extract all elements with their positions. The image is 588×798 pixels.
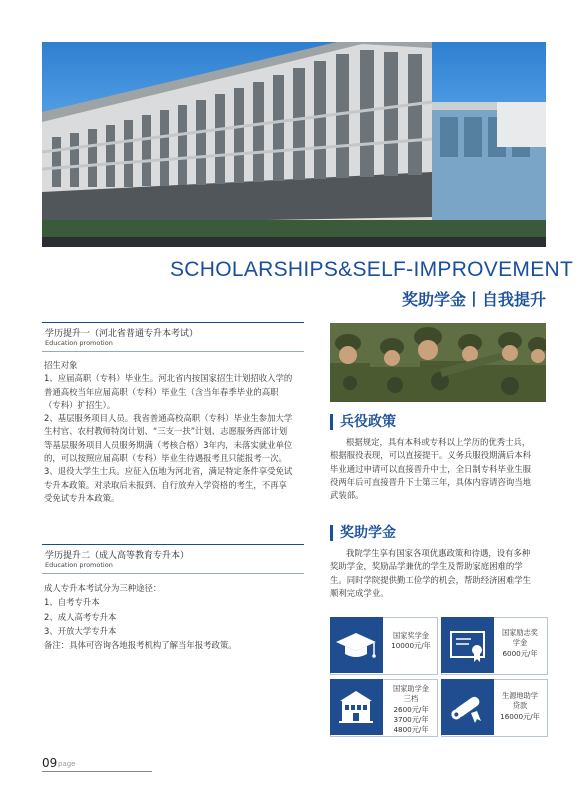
- section-title-chinese: 奖助学金丨自我提升: [401, 290, 546, 309]
- soldiers-photo: [330, 323, 546, 402]
- paragraph-line: 奖助学金，奖励品学兼优的学生及帮助家庭困难的学: [330, 561, 523, 572]
- card-line: 国家助学金: [393, 684, 429, 693]
- paragraph-line: 招生对象: [44, 360, 78, 370]
- campus-building-photo: [42, 42, 546, 247]
- paragraph-line: 生。同时学院提供勤工俭学的机会，帮助经济困难学生: [330, 574, 531, 585]
- card-line: 三档: [403, 694, 419, 704]
- card-line: 16000元/年: [500, 711, 540, 721]
- education-promotion-1-header: [42, 322, 304, 352]
- paragraph-line: 3、开放大学专升本: [44, 625, 117, 636]
- diploma-scroll-icon: [441, 679, 494, 735]
- card-line: 4800元/年: [393, 725, 429, 735]
- paragraph-line: （专科）扩招生）。: [44, 399, 116, 410]
- military-policy-heading: 兵役政策: [330, 414, 396, 430]
- scholarship-card-inspirational-text: [494, 628, 546, 659]
- page-label: page: [58, 760, 76, 768]
- scholarship-card-national-text: [386, 631, 436, 652]
- school-building-icon: [330, 679, 383, 735]
- certificate-icon: [441, 617, 494, 673]
- paragraph-line: 专升本政策。对录取后未报到、自行放弃入学资格的考生，不再享: [44, 479, 287, 490]
- scholarship-card-grant-text: [386, 684, 436, 735]
- paragraph-line: 2、基层服务项目人员。我省普通高校高职（专科）毕业生参加大学: [44, 413, 293, 424]
- paragraph-line: 生村官、农村教师特岗计划、“三支一扶”计划、志愿服务西部计划: [44, 426, 288, 437]
- paragraph-line: 2、成人高考专升本: [44, 611, 117, 622]
- education-promotion-2-body: [44, 581, 237, 652]
- paragraph-line: 1、应届高职（专科）毕业生。河北省内按国家招生计划招收入学的: [44, 373, 293, 384]
- paragraph-line: 役两年后可直接晋升下士第三年，具体内容请咨询当地: [330, 476, 531, 487]
- card-line: 贷款: [512, 701, 528, 711]
- paragraph-line: 根据服役表现，可以直接提干。义务兵服役期满后本科: [330, 450, 531, 461]
- paragraph-line: 毕业通过申请可以直接晋升中士，全日制专科毕业生服: [330, 463, 531, 474]
- education-promotion-2-header: [42, 544, 304, 574]
- graduation-cap-icon: [330, 617, 383, 673]
- card-line: 国家励志奖: [502, 628, 538, 637]
- paragraph-line: 受免试专升本政策。: [44, 492, 120, 503]
- scholarship-card-loan-text: [494, 691, 546, 722]
- section-title-english: SCHOLARSHIPS&SELF-IMPROVEMENT: [170, 258, 574, 281]
- card-line: 10000元/年: [391, 641, 431, 651]
- education-promotion-1-title: 学历提升一（河北省普通专升本考试）: [45, 329, 199, 339]
- card-line: 6000元/年: [502, 648, 538, 658]
- paragraph-line: 我院学生享有国家各项优惠政策和待遇，设有多种: [346, 548, 531, 558]
- paragraph-line: 普通高校当年应届高职（专科）毕业生（含当年春季毕业的高职: [44, 386, 279, 397]
- education-promotion-1-subtitle: Education promotion: [45, 339, 113, 347]
- paragraph-line: 1、自考专升本: [44, 597, 100, 608]
- paragraph-line: 的，可以按照应届高职（专科）毕业生待遇报考且只能报考一次。: [44, 453, 287, 464]
- paragraph-line: 等基层服务项目人员服务期满（考核合格）3年内，未落实就业单位: [44, 439, 293, 450]
- education-promotion-2-title: 学历提升二（成人高等教育专升本）: [45, 551, 190, 561]
- paragraph-line: 成人专升本考试分为三种途径：: [44, 583, 162, 593]
- education-promotion-1-body: [44, 359, 292, 505]
- paragraph-line: 备注：具体可咨询各地报考机构了解当年报考政策。: [44, 640, 237, 651]
- scholarship-heading: 奖助学金: [330, 525, 396, 541]
- card-line: 3700元/年: [393, 714, 429, 724]
- education-promotion-2-subtitle: Education promotion: [45, 561, 113, 569]
- card-line: 2600元/年: [393, 704, 429, 714]
- military-policy-body: [330, 436, 531, 502]
- card-line: 生源地助学: [502, 691, 538, 700]
- footer-divider: [42, 771, 152, 772]
- page-number: 09: [42, 756, 58, 770]
- paragraph-line: 根据规定，具有本科或专科以上学历的优秀士兵，: [346, 437, 531, 447]
- card-line: 国家奖学金: [393, 631, 429, 640]
- scholarship-body: [330, 547, 531, 600]
- paragraph-line: 武装部。: [330, 490, 364, 501]
- card-line: 学金: [512, 638, 528, 648]
- paragraph-line: 顺利完成学业。: [330, 587, 389, 598]
- paragraph-line: 3、退役大学生士兵。应征入伍地为河北省，满足特定条件享受免试: [44, 466, 293, 477]
